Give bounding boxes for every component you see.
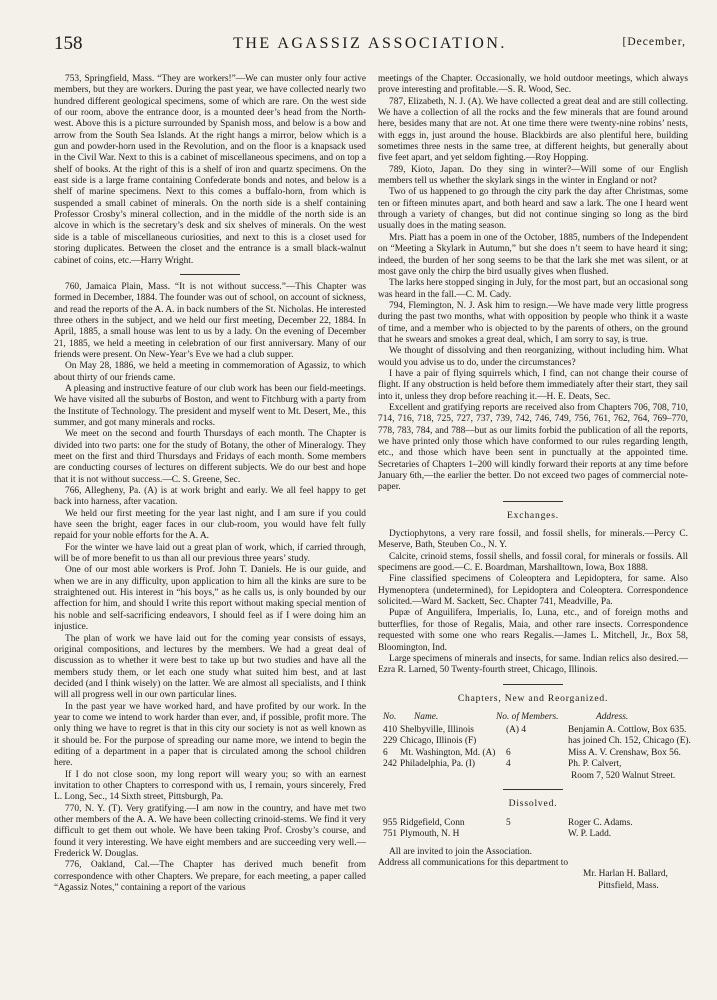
paragraph: We meet on the second and fourth Thursdays of each month. The Chapter is divided into two parts: one for the study of Botany, the other of Mineralogy. They meet on the first and third Thursdays and Fridays of each month. Some members are conducting courses of lectures on different subjects. We do our best and hope that it is not without success.—C. S. Greene, Sec. [54,429,366,485]
chapter-members: 6 [506,747,511,758]
editor-name: Mr. Harlan H. Ballard, [583,869,668,880]
paragraph: meetings of the Chapter. Occasionally, we hold outdoor meetings, which always prove interesting and profitable.—S. R. Wood, Sec. [378,74,688,96]
address-continuation [378,771,688,783]
chapter-name: Ridgefield, Conn [400,817,465,828]
chapter-no: 410 [383,724,398,735]
chapters-heading: Chapters, New and Reorganized. [457,692,609,704]
report-760: 760, Jamaica Plain, Mass. “It is not without success.”—This Chapter was formed in December, 1884. The founder was out of school, on account of sickness, and read the reports of the A. A. in back numbers of the St. Nicholas. He interested three others in the subject, and we held our first meeting, December 22, 1884. In April, 1885, a small house was lent to us by a lady. On the evening of December 21, 1885, we held a meeting in celebration of our first anniversary. Many of our friends were present. On New-Year’s Eve we had a club supper. [54,281,366,360]
chapter-members: 4 [506,759,511,770]
divider [180,274,240,275]
table-row [378,829,688,841]
exchange-item: Fine classified specimens of Coleoptera and Lepidoptera, for same. Also Hymenoptera (undetermined), for Lepidoptera and Coleoptera. Correspondence solicited.—Ward M. Sackett, Sec. Chapter 741, Meadville, Pa. [378,574,688,608]
exchange-item: Dyctiophytons, a very rare fossil, and fossil shells, for minerals.—Percy C. Meserve, Bath, Steuben Co., N. Y. [378,529,688,551]
paragraph: We held our first meeting for the year last night, and I am sure if you could have seen the bright, eager faces in our club-room, you would have felt fully repaid for your noble efforts for the A. A. [54,508,366,542]
chapter-address: Ph. P. Calvert, [568,759,622,770]
exchanges-heading: Exchanges. [507,509,559,521]
chapter-name: Philadelphia, Pa. (I) [400,759,475,770]
chapter-no: 751 [383,829,398,840]
exchange-item: Large specimens of minerals and insects, for same. Indian relics also desired.—Ezra R. Larned, 50 Twenty-fourth street, Chicago, Illinois. [378,653,688,676]
right-column [378,74,691,892]
paragraph: A pleasing and instructive feature of our club work has been our field-meetings. We have visited all the suburbs of Boston, and went to Fitchburg with a party from the Institute of Technology. The president and myself went to Mt. Desert, Me., this summer, and got many minerals and rocks. [54,383,366,428]
paragraph: We thought of dissolving and then reorganizing, without including him. What would you advise us to do, under the circumstances? [378,346,688,368]
exchange-item: Calcite, crinoid stems, fossil shells, and fossil coral, for minerals or fossils. All specimens are good.—C. E. Boardman, Marshalltown, Iowa, Box 1888. [378,551,688,574]
invite-text: All are invited to join the Association. [389,846,532,857]
divider [503,789,563,790]
table-header [378,712,688,725]
chapter-name: Chicago, Illinois (F) [400,736,477,747]
month-label: [December, [622,36,686,48]
chapter-no: 6 [383,747,388,758]
chapter-name: Plymouth, N. H [400,829,460,840]
column-header: Address. [596,711,629,722]
report-753: 753, Springfield, Mass. “They are workers!”—We can muster only four active members, but they are workers. During the past year, we have collected nearly two hundred different geological specimens, some of which are rare. On the west side of our room, above the entrance door, is a mounted deer’s head from the North-west. Above this is a picture surrounded by Spanish moss, and below is a bow and arrow from the South Sea Islands. At the right hangs a mirror, below which is a gun and powder-horn used in the Revolution, and on the floor is a knapsack used in the Civil War. Next to this is a cabinet of miscellaneous specimens, and on top a shelf of books. At the right of this is a shelf of iron and quartz specimens. On the east side is a large frame containing Confederate bonds and notes, and below is a shelf of marine specimens. Next to this comes a buffalo-horn, from which is suspended a small cabinet of minerals. On the north side is a shelf containing Professor Crosby’s mineral collection, and in the middle of the north side is an alcove in which is the secretary’s desk and six shelves of minerals. On the west side is a table of miscellaneous curiosities, and next to this is a closet used for storing duplicates. Between the closet and the entrance is a small black-walnut cabinet of coins, etc.—Harry Wright. [54,74,366,266]
report-766: 766, Allegheny, Pa. (A) is at work bright and early. We all feel happy to get back into harness, after vacation. [54,486,366,508]
paragraph: I have a pair of flying squirrels which, I find, can not change their course of flight. If any obstruction is held before them immediately after their start, they sail into it, unless they drop before reaching it.—H. E. Deats, Sec. [378,368,688,402]
chapters-table [378,711,691,783]
table-row [378,725,688,737]
paragraph: One of our most able workers is Prof. John T. Daniels. He is our guide, and when we are in any difficulty, upon application to him all the kinks are sure to be straightened out. His interest in “his boys,” as he calls us, is only bounded by our affection for him, and should I write this report without making special mention of his noble and self-sacrificing endeavors, I should feel as if I were doing him an injustice. [54,565,366,633]
paragraph: In the past year we have worked hard, and have profited by our work. In the year to come we intend to work harder than ever, and, if possible, profit more. The only thing we have to regret is that in this city our society is not as well known as it should be. For the purpose of spreading our name more, we intend to begin the editing of a department in a paper that is circulated among the school children here. [54,701,366,769]
chapter-address: Miss A. V. Crenshaw, Box 56. [568,747,681,758]
report-789: 789, Kioto, Japan. Do they sing in winter?—Will some of our English members tell us whether the skylark sings in the winter in England or not? [378,164,688,187]
paragraph: On May 28, 1886, we held a meeting in commemoration of Agassiz, to which about thirty of our friends came. [54,361,366,383]
table-row [378,736,691,748]
chapter-address: has joined Ch. 152, Chicago (E). [568,736,691,747]
chapter-members: (A) 4 [506,724,527,735]
table-row [378,759,688,771]
chapter-no: 229 [383,736,398,747]
paragraph: The plan of work we have laid out for the coming year consists of essays, original compositions, and lectures by the members. We had a great deal of discussion as to whether it were best to take up but two studies and have all the members study them, or let each one study what suited him best, and at last decided (and I think wisely) on the latter. We are almost all specialists, and I think will all progress well in our own particular lines. [54,633,366,701]
divider [503,684,563,685]
paragraph: For the winter we have laid out a great plan of work, which, if carried through, will be of more benefit to us than all our previous three years’ study. [54,542,366,565]
paragraph: If I do not close soon, my long report will weary you; so with an earnest invitation to other Chapters to correspond with us, I remain, yours sincerely, Fred L. Long, Sec., 14 Sixth street, Pittsburgh, Pa. [54,769,366,803]
report-787: 787, Elizabeth, N. J. (A). We have collected a great deal and are still collecting. We have a collection of all the rocks and the few minerals that are found around here, besides many that are not. At one time there were twenty-nine robins’ nests, with eggs in, just around the house. Blackbirds are also plentiful here, building sometimes three nests in the same tree, at different heights, but generally about five feet apart, and yet seldom fighting.—Roy Hopping. [378,96,688,164]
editor-place: Pittsfield, Mass. [598,880,659,891]
paragraph: Two of us happened to go through the city park the day after Christmas, some ten or fifteen minutes apart, and both heard and saw a lark. The one I heard went through a variety of changes, but did not continue singing so long as the bird usually does in the mating season. [378,187,688,232]
chapter-name: Mt. Washington, Md. (A) [400,747,496,758]
table-row [378,748,688,760]
dissolved-table [378,818,688,841]
page-number: 158 [54,33,83,54]
exchange-item: Pupæ of Anguilifera, Imperialis, Io, Luna, etc., and of foreign moths and butterflies, for those of Regalis, Maia, and other rare insects. Correspondence requested with some one who rears Regalis.—James L. Mitchell, Jr., Box 58, Bloomington, Ind. [378,608,688,653]
dissolved-heading: Dissolved. [508,798,558,810]
address-text: Address all communications for this department to [378,858,569,869]
paragraph: The larks here stopped singing in July, for the most part, but an occasional song was heard in the fall.—C. M. Cady. [378,278,688,300]
chapter-address: Benjamin A. Cottlow, Box 635. [568,724,687,735]
table-row [378,818,688,830]
chapter-address: W. P. Ladd. [568,829,612,840]
report-794: 794, Flemington, N. J. Ask him to resign.—We have made very little progress during the past two months, what with opposition by people who think it a waste of time, and a member who is objected to by the parents of others, on the ground that he swears and smokes a great deal, which, I am sorry to say, is true. [378,300,688,345]
left-column [54,74,366,894]
report-770: 770, N. Y. (T). Very gratifying.—I am now in the country, and have met two other members of the A. A. We have been collecting crinoid-stems. We find it very difficult to get them out whole. We have been taking Prof. Crosby’s course, and found it very interesting. We have eight members and are succeeding very well.—Frederick W. Douglas. [54,803,366,860]
reports-note: Excellent and gratifying reports are received also from Chapters 706, 708, 710, 714, 716, 718, 725, 727, 737, 739, 742, 746, 749, 756, 761, 762, 764, 769–770, 778, 783, 784, and 788—but as our limits forbid the publication of all the reports, we have printed only those which have conformed to our rules regarding length, etc., and those which have been sent in punctually at the appointed time. Secretaries of Chapters 1–200 will kindly forward their reports at any time before January 6th,—the earlier the better. Do not exceed two pages of commercial note-paper. [378,402,688,493]
journal-title: THE AGASSIZ ASSOCIATION. [233,35,507,52]
closing-block [378,847,688,892]
divider [503,501,563,502]
column-header: No. of Members. [496,711,559,722]
address-continuation-text: Room 7, 520 Walnut Street. [571,770,676,781]
chapter-members: 5 [506,817,511,828]
column-header: Name. [414,711,439,722]
chapter-no: 955 [383,817,398,828]
page-header [54,33,686,55]
chapter-name: Shelbyville, Illinois [400,724,474,735]
report-776: 776, Oakland, Cal.—The Chapter has derived much benefit from correspondence with other Chapters. We prepare, for each meeting, a paper called “Agassiz Notes,” containing a report of the various [54,860,366,894]
chapter-no: 242 [383,759,398,770]
chapter-address: Roger C. Adams. [568,817,633,828]
paragraph: Mrs. Piatt has a poem in one of the October, 1885, numbers of the Independent on “Meeting a Skylark in Autumn,” but she does n’t seem to have heard it sing; indeed, the burden of her song seems to be that the lark she met was silent, or at most gave only the chirp the bird usually gives when flushed. [378,232,688,277]
column-header: No. [383,711,397,722]
